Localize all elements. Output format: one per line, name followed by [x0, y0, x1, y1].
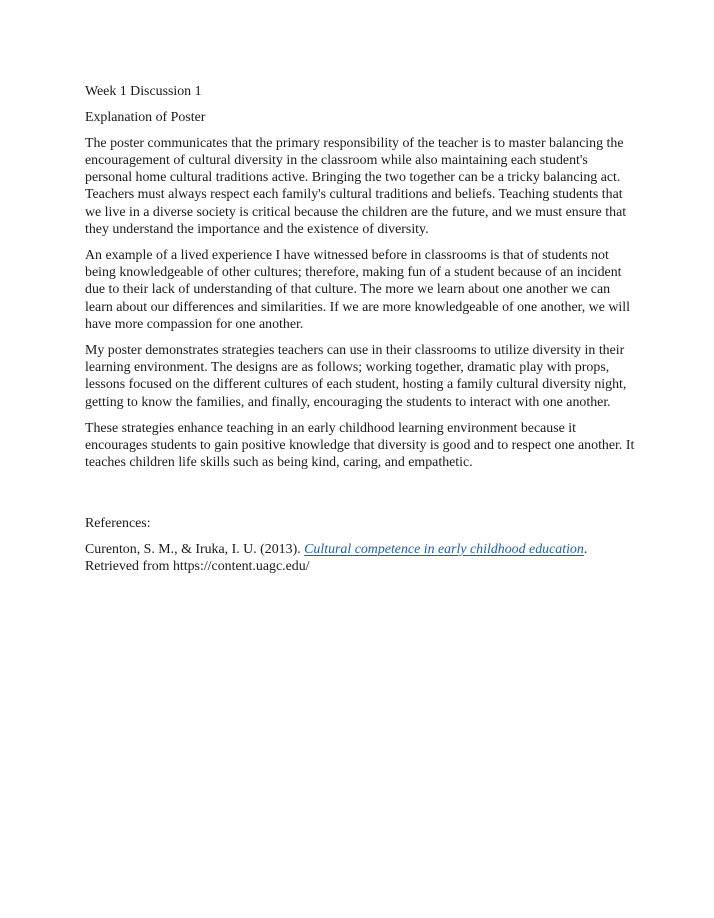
- document-heading-explanation: Explanation of Poster: [85, 109, 206, 125]
- paragraph-3: My poster demonstrates strategies teachers can use in their classrooms to utilize diversity in their learning environment. The designs are as follows; working together, dramatic play with props, lessons focused on the different cultures of each student, hosting a family cultural diversity night, getting to know the families, and finally, encouraging the students to interact with one another.: [85, 342, 627, 410]
- paragraph-2: An example of a lived experience I have witnessed before in classrooms is that of students not being knowledgeable of other cultures; therefore, making fun of a student because of an incident due to their lack of understanding of that culture. The more we learn about one another we can learn about our differences and similarities. If we are more knowledgeable of one another, we will have more compassion for one another.: [85, 247, 630, 333]
- paragraph-4: These strategies enhance teaching in an early childhood learning environment because it encourages students to gain positive knowledge that diversity is good and to respect one another. It teaches children life skills such as being kind, caring, and empathetic.: [85, 420, 635, 471]
- document-body: [85, 83, 637, 584]
- reference-title-link[interactable]: Cultural competence in early childhood education: [304, 541, 584, 557]
- references-heading: References:: [85, 515, 151, 531]
- reference-retrieved: Retrieved from https://content.uagc.edu/: [85, 559, 310, 575]
- reference-title-period: .: [583, 541, 588, 557]
- reference-authors: Curenton, S. M., & Iruka, I. U. (2013).: [85, 541, 305, 557]
- reference-entry: [85, 541, 637, 576]
- document-heading-week: Week 1 Discussion 1: [85, 84, 202, 99]
- section-spacer: [85, 480, 637, 515]
- paragraph-1: The poster communicates that the primary responsibility of the teacher is to master balancing the encouragement of cultural diversity in the classroom while also maintaining each student's personal home cultural traditions active. Bringing the two together can be a tricky balancing act. Teachers must always respect each family's cultural traditions and beliefs. Teaching students that we live in a diverse society is critical because the children are the future, and we must ensure that they understand the importance and the existence of diversity.: [85, 135, 627, 238]
